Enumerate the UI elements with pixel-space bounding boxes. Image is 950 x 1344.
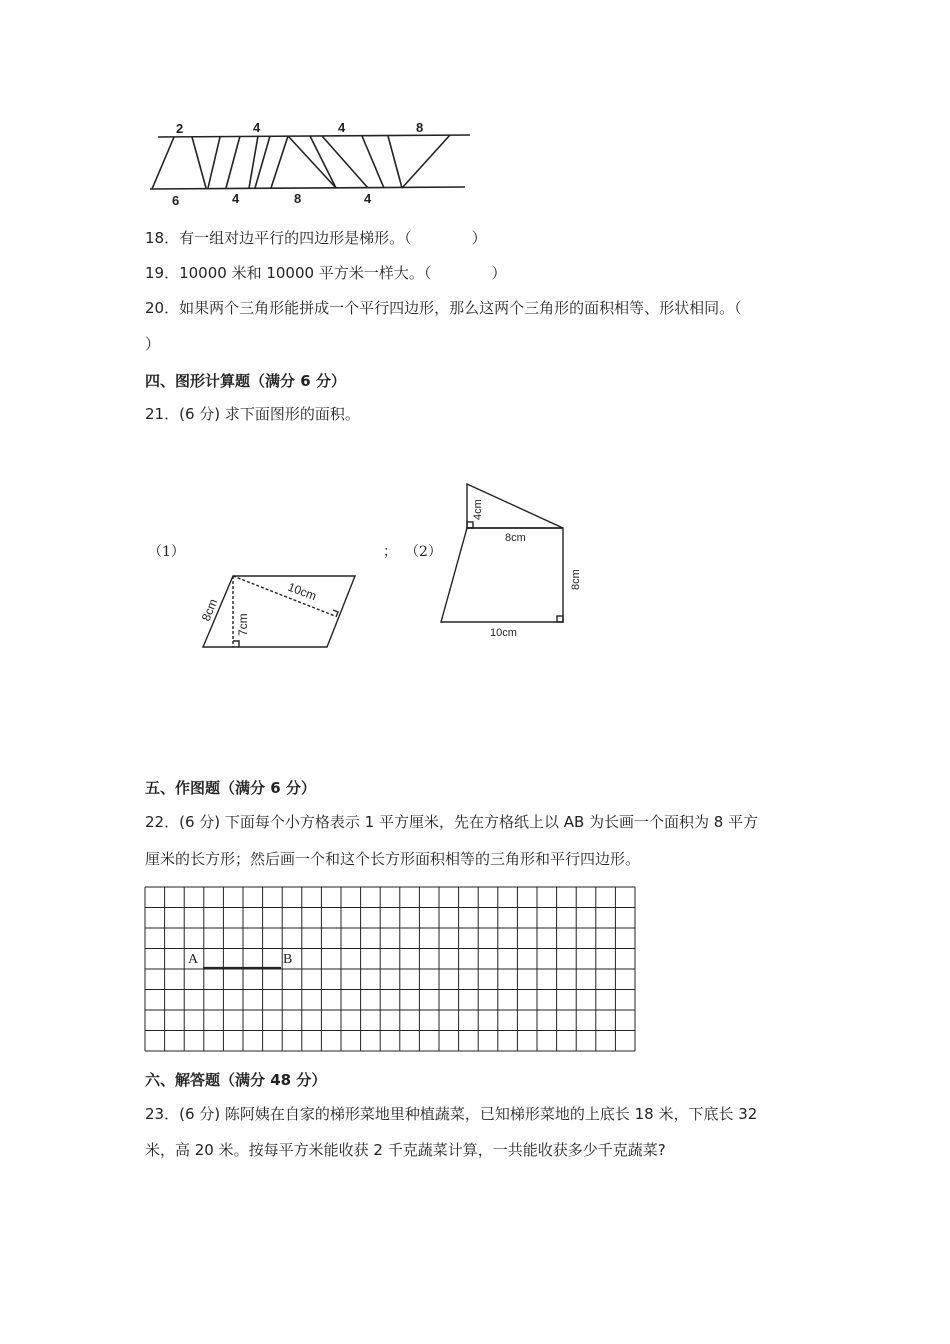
question-20-line1: 20．如果两个三角形能拼成一个平行四边形，那么这两个三角形的面积相等、形状相同。（ <box>145 299 742 317</box>
question-20-line2: ） <box>145 335 161 353</box>
question-18: 18．有一组对边平行的四边形是梯形。（ ） <box>145 229 487 247</box>
top-label-1: 2 <box>176 121 184 136</box>
top-label-4: 8 <box>416 120 424 135</box>
top-parallel-line <box>158 135 470 137</box>
parallel-lines-figure <box>140 115 480 210</box>
top-label-3: 4 <box>338 120 346 135</box>
bottom-label-3: 8 <box>294 191 302 206</box>
point-b-label: B <box>283 952 293 967</box>
trapezoid-figure <box>435 478 595 643</box>
top-label-2: 4 <box>253 120 261 135</box>
trapezoid-right-label: 8cm <box>570 569 582 590</box>
question-21: 21．(6 分) 求下面图形的面积。 <box>145 405 360 423</box>
point-a-label: A <box>188 952 199 967</box>
question-22-line1: 22．(6 分) 下面每个小方格表示 1 平方厘米，先在方格纸上以 AB 为长画一个面积为 8 平方 <box>145 813 759 831</box>
trapezoid-bottom-label: 10cm <box>490 627 517 639</box>
parallelogram-height-label: 7cm <box>236 613 250 636</box>
section-5-title: 五、作图题（满分 6 分） <box>145 779 316 797</box>
bottom-label-4: 4 <box>364 191 372 206</box>
figure-1-label: （1） <box>148 544 185 560</box>
figure-2-label: （2） <box>405 544 442 560</box>
bottom-label-2: 4 <box>232 191 240 206</box>
bottom-label-1: 6 <box>172 193 180 208</box>
question-19: 19．10000 米和 10000 平方米一样大。（ ） <box>145 264 507 282</box>
triangle-height-label: 4cm <box>472 499 484 520</box>
question-23-line1: 23．(6 分) 陈阿姨在自家的梯形菜地里种植蔬菜，已知梯形菜地的上底长 18 米，下底长 32 <box>145 1105 758 1123</box>
bottom-parallel-line <box>150 187 465 189</box>
question-23-line2: 米，高 20 米。按每平方米能收获 2 千克蔬菜计算，一共能收获多少千克蔬菜? <box>145 1141 666 1159</box>
trapezoid-top-label: 8cm <box>505 532 526 544</box>
section-4-title: 四、图形计算题（满分 6 分） <box>145 372 346 390</box>
section-6-title: 六、解答题（满分 48 分） <box>145 1071 327 1089</box>
grid-paper[interactable] <box>144 886 636 1052</box>
parallelogram-figure <box>195 570 365 655</box>
question-22-line2: 厘米的长方形；然后画一个和这个长方形面积相等的三角形和平行四边形。 <box>145 850 641 868</box>
figure-separator: ； <box>383 544 397 560</box>
parallelogram-diagonal-label: 10cm <box>285 579 319 604</box>
parallelogram-side-label: 8cm <box>198 596 221 624</box>
